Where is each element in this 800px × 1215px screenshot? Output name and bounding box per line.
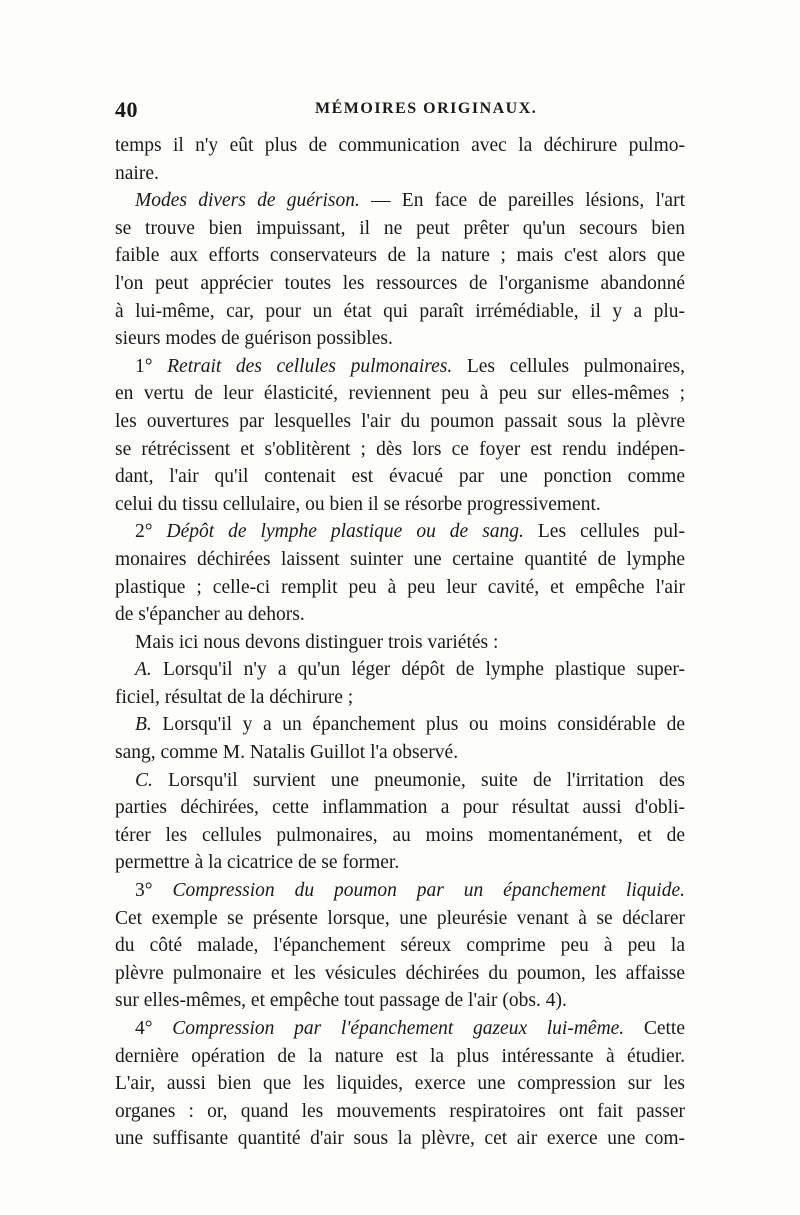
text-line: organes : or, quand les mouvements respiratoires ont fait passer xyxy=(115,1100,685,1122)
text-line: celui du tissu cellulaire, ou bien il se résorbe progressivement. xyxy=(115,493,601,515)
text-line: Cet exemple se présente lorsque, une pleurésie venant à se déclarer xyxy=(115,907,685,929)
text-line: se trouve bien impuissant, il ne peut prêter qu'un secours bien xyxy=(115,217,685,239)
text-line: les ouvertures par lesquelles l'air du poumon passait sous la plèvre xyxy=(115,410,685,432)
text-line: se rétrécissent et s'oblitèrent ; dès lors ce foyer est rendu indépen- xyxy=(115,438,685,460)
text-line: 2° Dépôt de lymphe plastique ou de sang. Les cellules pul- xyxy=(135,521,685,543)
text-line: plèvre pulmonaire et les vésicules déchirées du poumon, les affaisse xyxy=(115,962,685,984)
text-line: en vertu de leur élasticité, reviennent peu à peu sur elles-mêmes ; xyxy=(115,383,685,405)
text-line: dernière opération de la nature est la plus intéressante à étudier. xyxy=(115,1045,685,1067)
text-line: temps il n'y eût plus de communication avec la déchirure pulmo- xyxy=(115,135,685,156)
text-line: sur elles-mêmes, et empêche tout passage de l'air (obs. 4). xyxy=(115,990,567,1012)
text-line: sieurs modes de guérison possibles. xyxy=(115,328,393,350)
text-line: A. Lorsqu'il n'y a qu'un léger dépôt de lymphe plastique super- xyxy=(135,659,685,681)
text-line: permettre à la cicatrice de se former. xyxy=(115,852,400,874)
text-line: du côté malade, l'épanchement séreux comprime peu à peu la xyxy=(115,935,685,957)
text-line: naire. xyxy=(115,162,159,184)
text-line: 3° Compression du poumon par un épanchement liquide. xyxy=(135,880,685,902)
text-line: C. Lorsqu'il survient une pneumonie, suite de l'irritation des xyxy=(135,769,685,791)
text-line: monaires déchirées laissent suinter une certaine quantité de lymphe xyxy=(115,548,685,570)
text-line: l'on peut apprécier toutes les ressources de l'organisme abandonné xyxy=(115,272,685,294)
text-line: Mais ici nous devons distinguer trois variétés : xyxy=(135,631,499,653)
body-text xyxy=(115,132,685,1153)
running-title: MÉMOIRES ORIGINAUX. xyxy=(315,100,538,117)
text-line: de s'épancher au dehors. xyxy=(115,604,305,626)
text-line: faible aux efforts conservateurs de la nature ; mais c'est alors que xyxy=(115,245,685,267)
text-line: plastique ; celle-ci remplit peu à peu leur cavité, et empêche l'air xyxy=(115,576,685,598)
text-line: parties déchirées, cette inflammation a pour résultat aussi d'obli- xyxy=(115,797,685,819)
page-number: 40 xyxy=(115,97,138,122)
text-line: une suffisante quantité d'air sous la plèvre, cet air exerce une com- xyxy=(115,1128,685,1150)
page-header xyxy=(115,97,685,127)
text-line: Modes divers de guérison. — En face de pareilles lésions, l'art xyxy=(135,190,685,212)
text-line: ficiel, résultat de la déchirure ; xyxy=(115,686,354,708)
text-line: dant, l'air qu'il contenait est évacué par une ponction comme xyxy=(115,466,685,488)
text-line: 4° Compression par l'épanchement gazeux lui-même. Cette xyxy=(135,1018,685,1039)
text-line: à lui-même, car, pour un état qui paraît irrémédiable, il y a plu- xyxy=(115,300,685,322)
text-line: térer les cellules pulmonaires, au moins momentanément, et de xyxy=(115,824,685,846)
text-line: B. Lorsqu'il y a un épanchement plus ou moins considérable de xyxy=(135,714,685,736)
text-line: 1° Retrait des cellules pulmonaires. Les cellules pulmonaires, xyxy=(135,355,685,377)
text-line: L'air, aussi bien que les liquides, exerce une compression sur les xyxy=(115,1073,685,1095)
text-line: sang, comme M. Natalis Guillot l'a observé. xyxy=(115,742,459,764)
